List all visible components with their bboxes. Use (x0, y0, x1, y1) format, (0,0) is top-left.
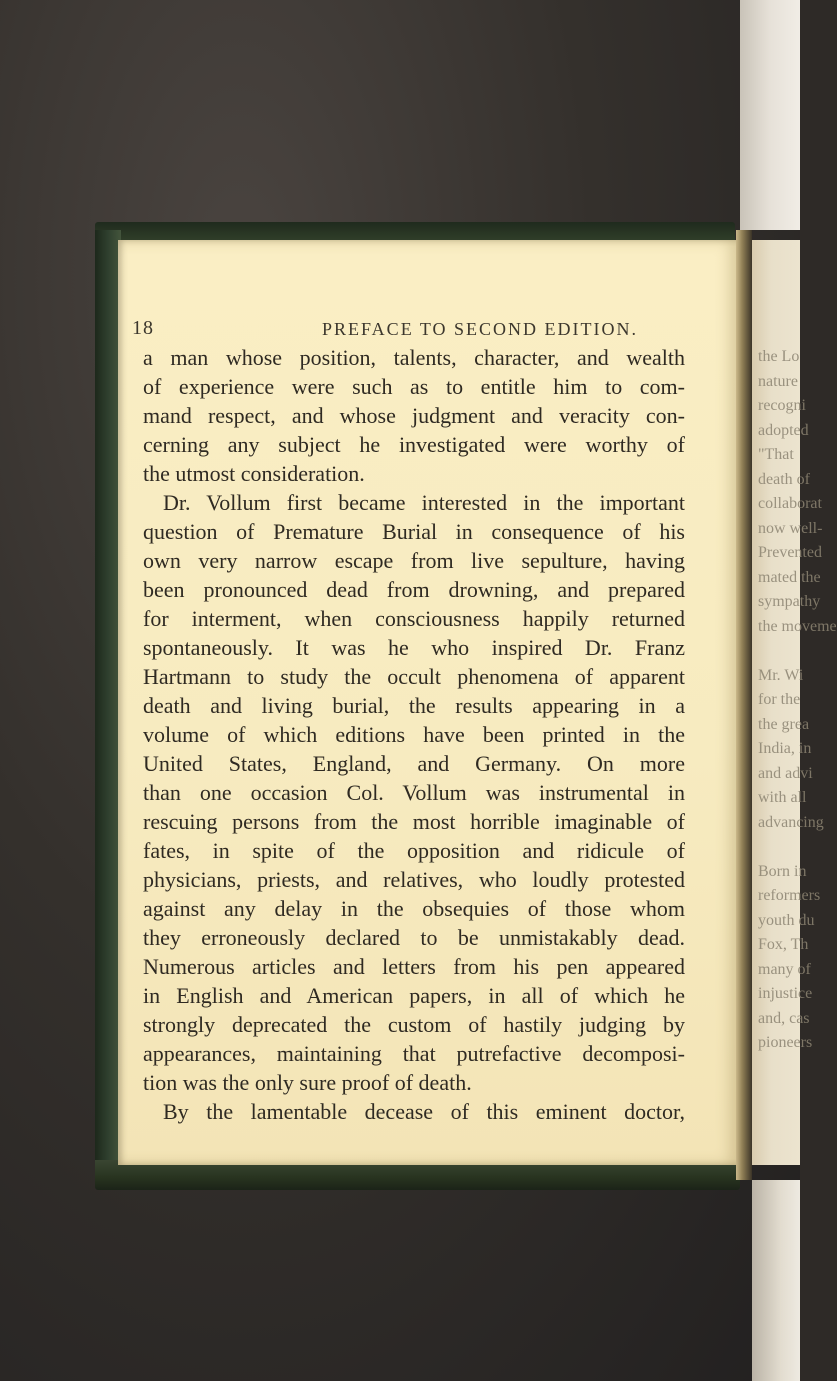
text-line: spontaneously. It was he who inspired Dr. Franz (143, 635, 685, 660)
text-line: been pronounced dead from drowning, and prepared (143, 577, 685, 602)
text-line: for interment, when consciousness happily returned (143, 606, 685, 631)
text-line: volume of which editions have been printed in the (143, 722, 685, 747)
adjacent-page-edge-top (740, 0, 800, 230)
text-line: against any delay in the obsequies of those whom (143, 896, 685, 921)
page-gutter (736, 230, 752, 1180)
page-number: 18 (132, 317, 154, 339)
text-line: the utmost consideration. (143, 461, 365, 486)
text-line: in English and American papers, in all of which he (143, 983, 685, 1008)
text-line: Hartmann to study the occult phenomena of apparent (143, 664, 685, 689)
text-line: Numerous articles and letters from his pen appeared (143, 954, 685, 979)
text-line: tion was the only sure proof of death. (143, 1070, 472, 1095)
text-line: than one occasion Col. Vollum was instrumental in (143, 780, 685, 805)
text-line: mand respect, and whose judgment and veracity con- (143, 403, 685, 428)
running-head: PREFACE TO SECOND EDITION. (322, 319, 639, 339)
text-line: a man whose position, talents, character, and wealth (143, 345, 685, 370)
facing-page-text: the Lo nature recogni adopted "That death of collaborat now well- Prevented mated the sympathy the moveme Mr. Wi for the the grea India, in and advi with all advancing Born in reformers youth du Fox, Th many of injustice and, cas pioneers (758, 348, 837, 1051)
text-line: own very narrow escape from live sepulture, having (143, 548, 685, 573)
text-line: United States, England, and Germany. On more (143, 751, 685, 776)
text-line: strongly deprecated the custom of hastily judging by (143, 1012, 685, 1037)
text-line: appearances, maintaining that putrefactive decomposi- (143, 1041, 685, 1066)
text-line: By the lamentable decease of this eminent doctor, (163, 1099, 685, 1124)
text-line: rescuing persons from the most horrible imaginable of (143, 809, 685, 834)
adjacent-page-edge-bottom (752, 1180, 800, 1381)
text-line: death and living burial, the results appearing in a (143, 693, 685, 718)
facing-page (752, 240, 837, 1165)
text-line: question of Premature Burial in consequence of his (143, 519, 685, 544)
text-line: of experience were such as to entitle him to com- (143, 374, 685, 399)
text-line: Dr. Vollum first became interested in the important (163, 490, 685, 515)
text-line: physicians, priests, and relatives, who loudly protested (143, 867, 685, 892)
text-line: cerning any subject he investigated were worthy of (143, 432, 685, 457)
text-line: they erroneously declared to be unmistakably dead. (143, 925, 685, 950)
text-line: fates, in spite of the opposition and ridicule of (143, 838, 685, 863)
